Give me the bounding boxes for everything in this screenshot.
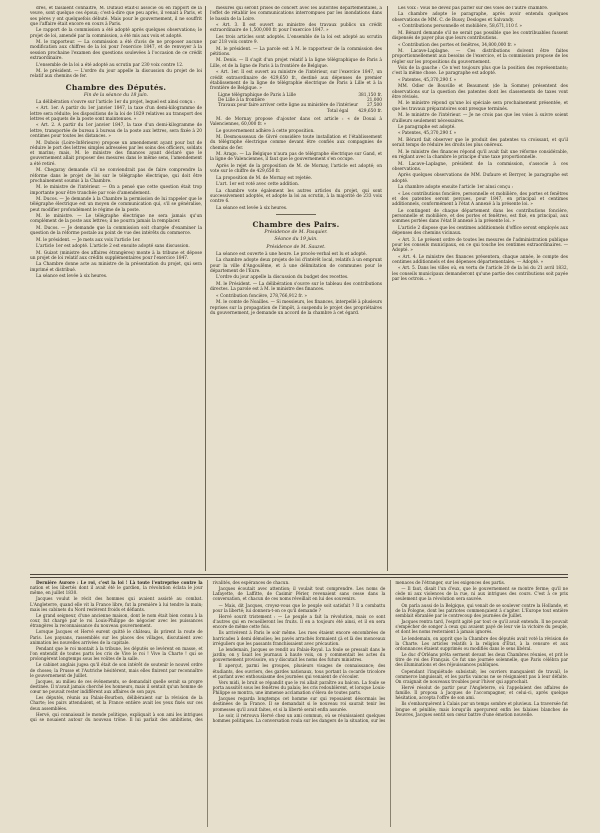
paragraph: L'art. 1er est voté avec cette addition.	[216, 182, 300, 188]
budget-ledger	[210, 93, 382, 115]
column-divider	[205, 6, 206, 571]
paragraph: M. le président. — La parole est à M. le rapporteur de la commission des pétitions.	[210, 46, 382, 57]
ledger-value: 21,000	[366, 97, 382, 103]
feuilleton-paragraph: Les députés, réunis au Palais-Bourbon, délibéraient sur la révision de la Charte; les pairs attendaient, et la France entière avait les yeux fixés sur ces deux assemblées.	[30, 695, 203, 711]
ledger-total-value: 429,650 fr.	[358, 109, 382, 115]
session-date: Séance du 19 juin.	[274, 237, 318, 243]
feuilleton-paragraph: Le cabinet anglais jugea qu'il était de son intérêt de soutenir le nouvel ordre de choses; la Prusse et l'Autriche hésitèrent, mais elles finirent par reconnaître le gouvernement de Juillet.	[30, 662, 203, 678]
paragraph: M. Ducos. — Je demande à la Chambre la permission de lui rappeler que le télégraphe électrique est un moyen de communication qui, s'il se généralise, peut modifier profondément le régime de la poste.	[30, 197, 202, 213]
paragraph: M. le rapporteur. — La commission a été d'avis de ne proposer aucune modification aux chiffres de la loi pour l'exercice 1847, et de renvoyer à la session prochaine l'examen des questions soulevées à l'occasion de ce crédit extraordinaire.	[30, 40, 202, 62]
rule	[276, 214, 316, 217]
paragraph: La chambre adopte deux projets de loi d'intérêt local, relatifs à un emprunt pour la ville d'Angoulême, et à une délimitation de communes pour le département de l'Eure.	[210, 258, 382, 274]
paragraph: Voix de la gauche : Ce n'est toujours plus que la position des représentants; c'est la même chose. Le paragraphe est adopté.	[392, 66, 568, 77]
ledger-label: Ligne télégraphique de Paris à Lille	[218, 92, 296, 98]
paragraph: « Patentes, 45,370,290 f. »	[398, 131, 457, 137]
paragraph: La séance est levée à six heures.	[36, 274, 108, 280]
paragraph: M. le ministre des finances répond qu'il avait fait une réforme considérable, en réglant avec la chambre le principe d'une taxe proportionnelle.	[392, 149, 568, 161]
feuilleton-paragraph: Jacques écoutait avec attention; il voulait tout comprendre. Les noms de Lafayette, de Laffitte, de Casimir Périer, revenaient sans cesse dans la conversation, et chacun de ces noms réveillait en lui des souvenirs.	[212, 586, 386, 602]
ledger-label: De Lille à la frontière	[218, 97, 265, 103]
feuilleton-rule-bottom	[30, 577, 568, 578]
column-3	[392, 6, 568, 569]
column-divider	[387, 6, 388, 571]
ledger-row	[210, 103, 382, 108]
section-subheading: Fin de la séance du 18 juin.	[83, 92, 149, 98]
paragraph: M. Lacave-Laplagne, président de la commission, s'associe à ces observations.	[392, 161, 568, 172]
paragraph: M. le ministre de l'intérieur. — Je ne crois pas que les voies à suivre soient d'ailleurs seulement nécessaires.	[392, 113, 568, 124]
paragraph: Les trois articles sont adoptés. L'ensemble de la loi est adopté au scrutin par 218 voix contre 9.	[210, 34, 382, 46]
paragraph: « Art. 1er. Il est ouvert au ministre de l'intérieur, sur l'exercice 1847, un crédit extraordinaire de 429,650 fr., destiné aux dépenses de premier établissement de la ligne de télégraphie électrique de Paris à Lille et à la frontière de Belgique. »	[210, 70, 382, 92]
column-1	[30, 6, 202, 569]
paragraph: M. le comte de Noailles. — Si messieurs, les finances, interpellé à plusieurs reprises sur la propagation de l'impôt, à suspendu le projet des propriétaires du gouvernement, je demande un accord de la chambre à cet égard.	[210, 300, 382, 316]
paragraph: M. Dubois (Loire-Inférieure) propose un amendement ayant pour but de réduire le port des lettres simples adressées par les soins des officiers, soldats et marins; mais, M. le ministre des finances ayant déclaré que le gouvernement allait proposer des mesures dans le même sens, l'amendement a été retiré.	[30, 140, 202, 167]
paragraph: « Patentes, 45,370,290 f. »	[398, 77, 457, 83]
feuilleton-paragraph: Pendant que le roi montait à la tribune, les députés se levèrent en masse, et l'on entendit de toutes parts les cris de Vive le roi ! Vive la Charte ! qui se prolongèrent longtemps sous les voûtes de la salle.	[30, 645, 203, 662]
paragraph: La délibération s'ouvre sur l'article 1er du projet, lequel est ainsi conçu :	[36, 99, 196, 105]
feuilleton-paragraph: Lorsque Jacques et Hervé eurent quitté le château, ils prirent la route de Paris. Les paysans, rassemblés sur les places des villages, discutaient avec animation les nouvelles arrivées de la capitale.	[30, 629, 203, 645]
column-2	[210, 6, 382, 569]
paragraph: M. Bérard fait observer que le produit des patentes va croissant, et qu'il serait temps de réduire les droits les plus onéreux.	[392, 137, 568, 149]
feuilleton-opening: Dernière Aurore : Le roi, c'est la loi ! Là toute l'entreprise contre la nation et les libertés dont il avait été le gardien, la révolution éclata le jour même, en juillet 1830.	[30, 580, 203, 596]
paragraph: M. le Président. — La délibération s'ouvre sur le tableau des contributions directes. La parole est à M. le ministre des finances.	[210, 281, 382, 293]
paragraph: L'article 1er est adopté. L'article 2 est ensuite adopté sans discussion.	[36, 244, 190, 250]
paragraph: Après le rejet de la proposition de M. de Mornay, l'article est adopté; on vote sur le chiffre de 429,650 fr.	[210, 163, 382, 175]
feuilleton-paragraph: Cependant l'inquiétude subsistait; les ouvriers manquaient de travail, le commerce languissait, et les partis vaincus ne se résignaient pas à leur défaite. On craignait de nouveaux troubles pour l'hiver qui approchait.	[395, 668, 568, 684]
paragraph: « Contributions personnelle et mobilière, 58,671,110 f. »	[398, 24, 523, 30]
feuilleton-rule-top	[30, 574, 568, 575]
paragraph: Le rapport de la commission a été adopté après quelques observations; le projet de loi, amendé par la commission, a été mis aux voix et adopté.	[30, 28, 202, 39]
paragraph: MM. Odier de Bouville et Beaumont (de la Somme) présentent des observations sur la question des patentes dont les classements de taxes vont être révisés.	[392, 84, 568, 100]
paragraph: M. Guizot (ministre des affaires étrangères) monte à la tribune et dépose un projet de loi relatif aux crédits supplémentaires pour l'exercice 1847.	[30, 250, 202, 261]
paragraph: M. le ministre répond qu'une loi spéciale sera prochainement présentée, et que les travaux préparatoires sont presque terminés.	[392, 101, 568, 112]
feuilleton-paragraph: — Il faut, disait l'un d'eux, que le gouvernement se montre ferme; qu'il ne cède ni aux violences de la rue, ni aux intrigues des cours. C'est à ce prix seulement que la révolution sera sauvée.	[395, 586, 568, 602]
paragraph: M. le ministre. — Le télégraphe électrique ne sera jamais qu'un complément de la poste aux lettres; il ne pourra jamais la remplacer.	[30, 214, 202, 225]
paragraph: L'ensemble de la loi a été adopté au scrutin par 230 voix contre 12.	[36, 62, 184, 68]
paragraph: M. de Mornay propose d'ajouter dans cet article : « de Douai à Valenciennes, 60,000 fr. »	[210, 116, 382, 128]
paragraph: « Art. 1er. A partir du 1er janvier 1847, la taxe d'un demi-kilogramme de lettre sera réduite; les dispositions de la loi de 1829 relatives au transport des lettres et paquets de la poste sont maintenues. »	[30, 106, 202, 122]
session-president: Présidence de M. Sauzet.	[266, 244, 326, 250]
feuilleton-paragraph: — Mais, dit Jacques, croyez-vous que le peuple soit satisfait ? Il a combattu pour la liberté; lui donnera-t-on ce qu'il demande ?	[212, 602, 386, 613]
paragraph: M. le président. — L'ordre du jour appelle la discussion du projet de loi relatif aux chemins de fer.	[30, 69, 202, 80]
feuilleton-paragraph: Jacques, au milieu de ces événements, se demandait quelle serait sa propre destinée. Il n'avait jamais cherché les honneurs, mais il sentait qu'un homme de cœur ne pouvait rester indifférent aux affaires de son pays.	[30, 678, 203, 695]
paragraph: « Art. 3. Il est ouvert au ministre des travaux publics un crédit extraordinaire de 1,500,000 fr. pour l'exercice 1847. »	[210, 23, 382, 34]
paragraph: « Art. 3. Le présent ordre de toutes les mesures de l'administration publique pour les conseils municipaux, en ce qui touche les centimes extraordinaires. — Adopté. »	[392, 237, 568, 254]
paragraph: M. Chegaray demande s'il ne conviendrait pas de faire comprendre la réforme dans le projet de loi sur le télégraphe électrique, qui doit être prochainement soumis à la Chambre.	[30, 168, 202, 184]
feuilleton-paragraph: Jacques voulut le récit des hommes qui avaient assisté au combat. L'Angleterre, quand elle vit la France libre, fut la première à lui tendre la main; mais les cabinets du Nord restèrent froids et défiants.	[30, 596, 203, 612]
paragraph: La proposition de M. de Mornay est rejetée.	[216, 175, 313, 181]
paragraph: La séance est levée à six heures.	[216, 205, 288, 211]
paragraph: Après quelques observations de MM. Dufaure et Berryer, le paragraphe est adopté.	[392, 173, 568, 184]
paragraph: « Art. 4. Le ministre des finances présentera, chaque année, le compte des centimes additionnels et des dépenses départementales. — Adopté. »	[392, 254, 568, 265]
paragraph: M. le président. — Je mets aux voix l'article 1er.	[36, 237, 141, 243]
paragraph: La séance est ouverte à une heure. Le procès-verbal est lu et adopté.	[216, 251, 367, 257]
feuilleton-paragraph: Hervé résolut de partir pour l'Angleterre, où l'appelaient des affaires de famille. Il proposa à Jacques de l'accompagner, et celui-ci, après quelque hésitation, accepta l'offre de son ami.	[395, 684, 568, 701]
feuilleton-paragraph: Ils s'embarquèrent à Calais par un temps sombre et pluvieux. La traversée fut longue et pénible; mais lorsqu'ils aperçurent enfin les falaises blanches de Douvres, Jacques sentit son cœur battre d'une émotion nouvelle.	[395, 701, 568, 717]
feuilleton	[30, 580, 568, 827]
paragraph: La chambre adopte ensuite l'article 1er ainsi conçu :	[398, 185, 513, 191]
paragraph: La chambre vote également les autres articles du projet, qui sont successivement adoptés, et adopte la loi au scrutin, à la majorité de 233 voix contre 6.	[210, 188, 382, 205]
paragraph: La chambre adopte le paragraphe, après avoir entendu quelques observations de MM. C. de Bussy, Desloges et Salvandy.	[392, 12, 568, 23]
paragraph: « Contribution foncière, 278,766,912 fr. »	[216, 293, 307, 299]
feuilleton-paragraph: Vers midi, le bruit se répandit que le roi allait paraître au balcon. La foule se porta aussitôt sous les fenêtres du palais; les cris redoublèrent, et lorsque Louis-Philippe se montra, une immense acclamation s'éleva de toutes parts.	[212, 679, 386, 696]
feuilleton-paragraph: Jacques regarda longtemps cet homme sur qui reposaient désormais les destinées de la France. Il se demandait si le nouveau roi saurait tenir les promesses qu'il avait faites, et si la liberté serait enfin assurée.	[212, 696, 386, 712]
paragraph: Le gouvernement adhère à cette proposition.	[216, 128, 315, 134]
paragraph: Les voix : Vous ne devez pas parler sur des voies de l'autre chambre.	[398, 6, 549, 11]
feuilleton-paragraph: Le duc d'Orléans prêta serment devant les deux Chambres réunies, et prit le titre de roi des Français. Ce fut une journée solennelle, que Paris célébra par des illuminations et des réjouissances publiques.	[395, 652, 568, 668]
paragraph: M. Bénard demande s'il ne serait pas possible que les contribuables fussent dispensés de payer plus que leurs contributions.	[392, 30, 568, 42]
feuilleton-paragraph: Jacques rentra tard, l'esprit agité par tout ce qu'il avait entendu. Il ne pouvait s'empêcher de songer à ceux qui avaient payé de leur vie la victoire du peuple, et dont les noms resteraient à jamais ignorés.	[395, 619, 568, 635]
section-heading-2: Chambre des Pairs.	[252, 220, 340, 230]
paragraph: M. Denis. — Il s'agit d'un projet relatif à la ligne télégraphique de Paris à Lille, et de la ligne de Paris à la frontière de Belgique.	[210, 58, 382, 69]
feuilleton-paragraph: Il aperçut, parmi les groupes, plusieurs visages de connaissance; des étudiants, des ouvriers, des gardes nationaux, tous portant la cocarde tricolore et parlant avec enthousiasme des journées qui venaient de s'écouler.	[212, 663, 386, 679]
paragraph: M. le ministre de l'intérieur. — On a pensé que cette question était trop importante pour être tranchée par voie d'amendement.	[30, 185, 202, 196]
feuilleton-paragraph: Hervé sourit tristement : — Le peuple a fait la révolution, mais ce sont d'autres qui en recueilleront les fruits. Il en a toujours été ainsi, et il en sera encore de même cette fois.	[212, 613, 386, 630]
ledger-total	[210, 109, 382, 114]
paragraph: L'ordre du jour appelle la discussion du budget des recettes.	[216, 275, 349, 281]
section-heading-2-sub: Présidence de M. Pasquier.	[264, 230, 328, 236]
paragraph: L'article 2 dispose que les centimes additionnels d'office seront employés aux dépenses des chemins vicinaux.	[392, 225, 568, 237]
paragraph: Le paragraphe est adopté.	[398, 125, 456, 130]
ledger-total-label: Total égal	[326, 109, 349, 115]
feuilleton-paragraph: Le soir, il retrouva Hervé chez un ami commun, où se réunissaient quelques hommes politiques. La conversation roula sur les dangers de la situation, sur les menaces de l'étranger, sur les exigences des partis.	[212, 580, 506, 723]
paragraph: « Contribution des portes et fenêtres, 34,800,000 fr. »	[398, 42, 517, 48]
paragraph: « Les contributions foncière, personnelle et mobilière, des portes et fenêtres et des patentes seront perçues, pour 1847, en principal et centimes additionnels, conformément à l'état A annexé à la présente loi. »	[392, 191, 568, 208]
ledger-label: Travaux pour faire arriver cette ligne au ministère de l'intérieur	[218, 103, 359, 109]
feuilleton-paragraph: Hervé, qui connaissait le monde politique, expliquait à son ami les intrigues qui se nouaient autour du nouveau trône. Il lui parlait des ambitions, des rivalités, des espérances de chacun.	[30, 580, 290, 722]
paragraph: « Art. 5. Dans les villes où, en vertu de l'article 20 de la loi du 21 avril 1832, les conseils municipaux demanderont qu'une partie des contributions soit payée par les octrois... »	[392, 266, 568, 282]
feuilleton-paragraph: Le lendemain, Jacques se rendit au Palais-Royal. La foule se pressait dans le jardin; on y lisait les journaux à haute voix, on y commentait les actes du gouvernement provisoire, on y discutait les noms des futurs ministres.	[212, 646, 386, 663]
ledger-value: 27,500	[366, 103, 382, 109]
section-heading: Chambre des Députés.	[65, 82, 167, 92]
paragraph: M. Lacave-Laplagne. — Ces distributions doivent être faites proportionnellement aux besoins de l'exercice, et la commission propose de les régler sur les propositions du gouvernement.	[392, 49, 568, 65]
paragraph: La Chambre donne acte au ministre de la présentation du projet, qui sera imprimé et distribué.	[30, 262, 202, 273]
paragraph: Le contingent de chaque département dans les contributions foncière, personnelle et mobilière, et des portes et fenêtres, est fixé, en principal, aux sommes portées dans l'état B annexé à la présente loi. »	[392, 208, 568, 225]
feuilleton-paragraph: Le lendemain, on apprit que la Chambre des députés avait voté la révision de la Charte. Les articles relatifs à la religion d'État, à la censure et aux ordonnances étaient supprimés ou modifiés dans le sens libéral.	[395, 635, 568, 651]
ledger-value: 381,150 fr.	[358, 92, 382, 98]
paragraph: M. Ducos. — Je demande que la commission soit chargée d'examiner la question de la réforme postale au point de vue des intérêts du commerce.	[30, 225, 202, 237]
paragraph: M. Arago. — La Belgique n'aura pas de télégraphe électrique sur Gand, et la ligne de Valenciennes, il faut que le gouvernement s'en occupe.	[210, 152, 382, 163]
feuilleton-paragraph: Ils arrivèrent à Paris le soir même. Les rues étaient encore encombrées de barricades à demi démolies; les pavés arrachés formaient çà et là des monceaux irréguliers que les passants franchissaient avec précaution.	[212, 630, 386, 646]
paragraph: mesures qui seront prises de concert avec les autorités départementales, à l'effet de rétablir les communications interrompues par les inondations dans le bassin de la Loire.	[210, 6, 382, 22]
paragraph: « Art. 2. A partir du 1er janvier 1847, la taxe d'un demi-kilogramme de lettre, transportée de bureau à bureau de la poste aux lettres, sera fixée à 20 centimes pour toutes les distances. »	[30, 123, 202, 140]
paragraph: M. Desmousseaux de Givré considère toute installation et l'établissement du télégraphe électrique comme devant être confiés aux compagnies de chemins de fer.	[210, 135, 382, 151]
feuilleton-paragraph: Le grand seigneur, d'une ancienne maison, dont le nom était bien connu à la cour, fut chargé par le roi Louis-Philippe de négocier avec les puissances étrangères la reconnaissance du nouveau gouvernement.	[30, 612, 203, 629]
feuilleton-paragraph: On parla aussi de la Belgique, qui venait de se soulever contre la Hollande, et de la Pologne, dont les patriotes commençaient à s'agiter. L'Europe tout entière semblait ébranlée par le contrecoup des journées de Juillet.	[395, 602, 568, 618]
paragraph: dres, et faisaient connaître, M. Dufaud était-il associé ou en rapport de la veuve, sont quelque ces époux; c'est-à-dire que peu après, il venait à Paris, et ses pères y ont quelquefois débuté. Mais pour le gouvernement, il ne souffrit que l'affaire était encore en cours à Paris.	[30, 6, 202, 27]
